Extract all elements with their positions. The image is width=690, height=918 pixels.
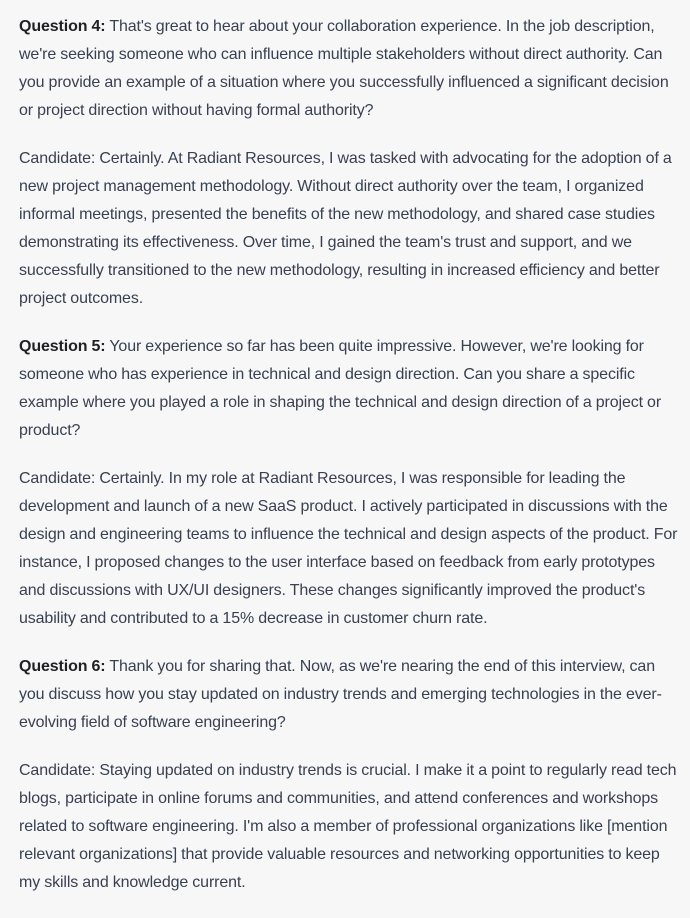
- question-5-paragraph: [19, 333, 678, 445]
- question-6-text: Thank you for sharing that. Now, as we're nearing the end of this interview, can you discuss how you stay updated on industry trends and emerging technologies in the ever-evolving field of software engineering?: [19, 658, 662, 731]
- question-4-text: That's great to hear about your collaboration experience. In the job description, we're seeking someone who can influence multiple stakeholders without direct authority. Can you provide an example of a situation where you successfully influenced a significant decision or project direction without having formal authority?: [19, 18, 669, 119]
- question-4-paragraph: [19, 13, 678, 125]
- question-5-text: Your experience so far has been quite impressive. However, we're looking for someone who has experience in technical and design direction. Can you share a specific example where you played a role in shaping the technical and design direction of a project or product?: [19, 338, 662, 439]
- answer-4-paragraph: [19, 145, 678, 313]
- question-6-paragraph: [19, 653, 678, 737]
- answer-5-text: Candidate: Certainly. In my role at Radiant Resources, I was responsible for leading the development and launch of a new SaaS product. I actively participated in discussions with the design and engineering teams to influence the technical and design aspects of the product. For instance, I proposed changes to the user interface based on feedback from early prototypes and discussions with UX/UI designers. These changes significantly improved the product's usability and contributed to a 15% decrease in customer churn rate.: [19, 470, 678, 627]
- question-6-label: Question 6:: [19, 658, 106, 675]
- answer-6-paragraph: [19, 757, 678, 897]
- question-4-label: Question 4:: [19, 18, 106, 35]
- answer-6-text: Candidate: Staying updated on industry trends is crucial. I make it a point to regularly read tech blogs, participate in online forums and communities, and attend conferences and workshops related to software engineering. I'm also a member of professional organizations like [mention relevant organizations] that provide valuable resources and networking opportunities to keep my skills and knowledge current.: [19, 762, 677, 891]
- question-5-label: Question 5:: [19, 338, 106, 355]
- answer-5-paragraph: [19, 465, 678, 633]
- answer-4-text: Candidate: Certainly. At Radiant Resources, I was tasked with advocating for the adoption of a new project management methodology. Without direct authority over the team, I organized informal meetings, presented the benefits of the new methodology, and shared case studies demonstrating its effectiveness. Over time, I gained the team's trust and support, and we successfully transitioned to the new methodology, resulting in increased efficiency and better project outcomes.: [19, 150, 672, 307]
